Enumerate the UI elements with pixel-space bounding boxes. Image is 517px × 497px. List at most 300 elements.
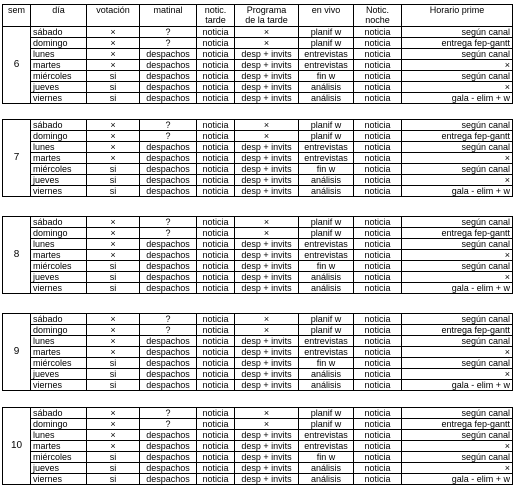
- en-vivo-cell: entrevistas: [299, 60, 354, 71]
- horario-prime-cell: según canal: [402, 164, 513, 175]
- en-vivo-cell: análisis: [299, 463, 354, 474]
- header-votacion: [87, 5, 140, 27]
- matinal-cell: ?: [140, 419, 197, 430]
- table-row: [3, 131, 513, 142]
- notic-noche-cell: noticia: [354, 82, 402, 93]
- day-cell: lunes: [31, 142, 87, 153]
- day-cell: lunes: [31, 239, 87, 250]
- programa-tarde-cell: desp + invits: [235, 82, 299, 93]
- programa-tarde-cell: desp + invits: [235, 272, 299, 283]
- horario-prime-cell: ×: [402, 369, 513, 380]
- table-row: [3, 175, 513, 186]
- week-block: [3, 314, 513, 391]
- week-table: [2, 119, 513, 197]
- day-cell: domingo: [31, 131, 87, 142]
- day-cell: viernes: [31, 186, 87, 197]
- en-vivo-cell: planif w: [299, 408, 354, 419]
- programa-tarde-cell: desp + invits: [235, 369, 299, 380]
- notic-noche-cell: noticia: [354, 49, 402, 60]
- week-block: [3, 27, 513, 104]
- day-cell: sábado: [31, 27, 87, 38]
- header-horario-prime: [402, 5, 513, 27]
- horario-prime-cell: entrega fep-gantt: [402, 228, 513, 239]
- horario-prime-cell: gala - elim + w: [402, 186, 513, 197]
- table-row: [3, 93, 513, 104]
- horario-prime-cell: según canal: [402, 217, 513, 228]
- notic-noche-cell: noticia: [354, 408, 402, 419]
- table-row: [3, 60, 513, 71]
- matinal-cell: despachos: [140, 463, 197, 474]
- table-row: [3, 441, 513, 452]
- matinal-cell: despachos: [140, 71, 197, 82]
- day-cell: sábado: [31, 217, 87, 228]
- en-vivo-cell: entrevistas: [299, 347, 354, 358]
- votacion-cell: si: [87, 175, 140, 186]
- header-matinal: [140, 5, 197, 27]
- notic-noche-cell: noticia: [354, 60, 402, 71]
- votacion-cell: si: [87, 261, 140, 272]
- matinal-cell: despachos: [140, 474, 197, 485]
- header-en-vivo: [299, 5, 354, 27]
- day-cell: viernes: [31, 380, 87, 391]
- table-row: [3, 186, 513, 197]
- matinal-cell: despachos: [140, 164, 197, 175]
- horario-prime-cell: gala - elim + w: [402, 283, 513, 294]
- notic-noche-cell: noticia: [354, 153, 402, 164]
- day-cell: sábado: [31, 314, 87, 325]
- horario-prime-cell: según canal: [402, 120, 513, 131]
- day-cell: sábado: [31, 120, 87, 131]
- matinal-cell: despachos: [140, 250, 197, 261]
- header-notic-noche-line-1: Notic.: [365, 5, 389, 15]
- programa-tarde-cell: desp + invits: [235, 49, 299, 60]
- votacion-cell: si: [87, 358, 140, 369]
- votacion-cell: ×: [87, 228, 140, 239]
- matinal-cell: ?: [140, 314, 197, 325]
- votacion-cell: ×: [87, 60, 140, 71]
- header-dia: [31, 5, 87, 27]
- notic-noche-cell: noticia: [354, 186, 402, 197]
- notic-tarde-cell: noticia: [197, 419, 235, 430]
- matinal-cell: ?: [140, 217, 197, 228]
- votacion-cell: ×: [87, 408, 140, 419]
- table-row: [3, 347, 513, 358]
- en-vivo-cell: entrevistas: [299, 142, 354, 153]
- matinal-cell: ?: [140, 228, 197, 239]
- schedule-header-table: [2, 4, 513, 104]
- table-row: [3, 358, 513, 369]
- horario-prime-cell: según canal: [402, 27, 513, 38]
- programa-tarde-cell: desp + invits: [235, 142, 299, 153]
- notic-noche-cell: noticia: [354, 71, 402, 82]
- notic-tarde-cell: noticia: [197, 261, 235, 272]
- en-vivo-cell: análisis: [299, 380, 354, 391]
- programa-tarde-cell: desp + invits: [235, 175, 299, 186]
- table-row: [3, 369, 513, 380]
- en-vivo-cell: análisis: [299, 283, 354, 294]
- programa-tarde-cell: ×: [235, 325, 299, 336]
- notic-tarde-cell: noticia: [197, 272, 235, 283]
- notic-noche-cell: noticia: [354, 380, 402, 391]
- matinal-cell: ?: [140, 131, 197, 142]
- matinal-cell: despachos: [140, 430, 197, 441]
- header-votacion-line-1: votación: [96, 5, 130, 15]
- programa-tarde-cell: ×: [235, 38, 299, 49]
- day-cell: martes: [31, 441, 87, 452]
- header-notic-tarde-line-1: notic.: [204, 5, 227, 15]
- votacion-cell: ×: [87, 250, 140, 261]
- programa-tarde-cell: ×: [235, 419, 299, 430]
- day-cell: lunes: [31, 336, 87, 347]
- matinal-cell: ?: [140, 325, 197, 336]
- day-cell: miércoles: [31, 452, 87, 463]
- en-vivo-cell: planif w: [299, 27, 354, 38]
- notic-noche-cell: noticia: [354, 463, 402, 474]
- notic-noche-cell: noticia: [354, 441, 402, 452]
- programa-tarde-cell: desp + invits: [235, 452, 299, 463]
- table-row: [3, 408, 513, 419]
- votacion-cell: ×: [87, 120, 140, 131]
- en-vivo-cell: planif w: [299, 419, 354, 430]
- week-block: [3, 217, 513, 294]
- programa-tarde-cell: desp + invits: [235, 60, 299, 71]
- notic-noche-cell: noticia: [354, 347, 402, 358]
- table-row: [3, 38, 513, 49]
- header-horario-prime-line-1: Horario prime: [429, 5, 485, 15]
- notic-noche-cell: noticia: [354, 239, 402, 250]
- week-number: 7: [3, 120, 31, 197]
- week-block: [3, 408, 513, 485]
- notic-tarde-cell: noticia: [197, 441, 235, 452]
- horario-prime-cell: ×: [402, 60, 513, 71]
- matinal-cell: despachos: [140, 380, 197, 391]
- votacion-cell: ×: [87, 131, 140, 142]
- en-vivo-cell: análisis: [299, 186, 354, 197]
- programa-tarde-cell: desp + invits: [235, 430, 299, 441]
- programa-tarde-cell: desp + invits: [235, 347, 299, 358]
- matinal-cell: despachos: [140, 82, 197, 93]
- matinal-cell: ?: [140, 120, 197, 131]
- day-cell: viernes: [31, 283, 87, 294]
- en-vivo-cell: planif w: [299, 131, 354, 142]
- horario-prime-cell: entrega fep-gantt: [402, 38, 513, 49]
- matinal-cell: despachos: [140, 452, 197, 463]
- votacion-cell: si: [87, 164, 140, 175]
- votacion-cell: si: [87, 452, 140, 463]
- notic-tarde-cell: noticia: [197, 347, 235, 358]
- table-row: [3, 27, 513, 38]
- programa-tarde-cell: desp + invits: [235, 71, 299, 82]
- horario-prime-cell: ×: [402, 82, 513, 93]
- notic-noche-cell: noticia: [354, 272, 402, 283]
- notic-tarde-cell: noticia: [197, 38, 235, 49]
- header-sem-line-1: sem: [7, 5, 25, 15]
- horario-prime-cell: según canal: [402, 408, 513, 419]
- votacion-cell: si: [87, 82, 140, 93]
- horario-prime-cell: entrega fep-gantt: [402, 419, 513, 430]
- notic-noche-cell: noticia: [354, 228, 402, 239]
- en-vivo-cell: entrevistas: [299, 250, 354, 261]
- matinal-cell: despachos: [140, 186, 197, 197]
- votacion-cell: si: [87, 272, 140, 283]
- table-row: [3, 153, 513, 164]
- en-vivo-cell: entrevistas: [299, 336, 354, 347]
- matinal-cell: despachos: [140, 347, 197, 358]
- notic-tarde-cell: noticia: [197, 283, 235, 294]
- horario-prime-cell: según canal: [402, 452, 513, 463]
- table-row: [3, 228, 513, 239]
- votacion-cell: ×: [87, 441, 140, 452]
- horario-prime-cell: ×: [402, 153, 513, 164]
- notic-tarde-cell: noticia: [197, 82, 235, 93]
- day-cell: miércoles: [31, 71, 87, 82]
- programa-tarde-cell: desp + invits: [235, 380, 299, 391]
- notic-tarde-cell: noticia: [197, 474, 235, 485]
- en-vivo-cell: análisis: [299, 82, 354, 93]
- matinal-cell: despachos: [140, 283, 197, 294]
- notic-tarde-cell: noticia: [197, 217, 235, 228]
- horario-prime-cell: según canal: [402, 430, 513, 441]
- notic-noche-cell: noticia: [354, 120, 402, 131]
- notic-tarde-cell: noticia: [197, 314, 235, 325]
- programa-tarde-cell: desp + invits: [235, 358, 299, 369]
- header-programa-tarde: [235, 5, 299, 27]
- en-vivo-cell: entrevistas: [299, 153, 354, 164]
- week-table: [2, 313, 513, 391]
- notic-tarde-cell: noticia: [197, 175, 235, 186]
- header-notic-noche-line-2: noche: [365, 15, 390, 25]
- notic-tarde-cell: noticia: [197, 463, 235, 474]
- matinal-cell: despachos: [140, 153, 197, 164]
- notic-noche-cell: noticia: [354, 283, 402, 294]
- programa-tarde-cell: desp + invits: [235, 336, 299, 347]
- header-sem: [3, 5, 31, 27]
- notic-tarde-cell: noticia: [197, 239, 235, 250]
- votacion-cell: ×: [87, 419, 140, 430]
- table-row: [3, 380, 513, 391]
- notic-tarde-cell: noticia: [197, 60, 235, 71]
- matinal-cell: ?: [140, 408, 197, 419]
- table-row: [3, 474, 513, 485]
- en-vivo-cell: fin w: [299, 261, 354, 272]
- table-row: [3, 217, 513, 228]
- notic-noche-cell: noticia: [354, 175, 402, 186]
- day-cell: jueves: [31, 463, 87, 474]
- horario-prime-cell: ×: [402, 463, 513, 474]
- day-cell: lunes: [31, 430, 87, 441]
- day-cell: martes: [31, 153, 87, 164]
- en-vivo-cell: análisis: [299, 474, 354, 485]
- table-row: [3, 283, 513, 294]
- notic-tarde-cell: noticia: [197, 228, 235, 239]
- en-vivo-cell: entrevistas: [299, 430, 354, 441]
- notic-noche-cell: noticia: [354, 93, 402, 104]
- week-table: [2, 216, 513, 294]
- day-cell: jueves: [31, 272, 87, 283]
- programa-tarde-cell: ×: [235, 314, 299, 325]
- programa-tarde-cell: ×: [235, 120, 299, 131]
- notic-tarde-cell: noticia: [197, 325, 235, 336]
- day-cell: domingo: [31, 228, 87, 239]
- notic-noche-cell: noticia: [354, 430, 402, 441]
- matinal-cell: despachos: [140, 93, 197, 104]
- en-vivo-cell: entrevistas: [299, 49, 354, 60]
- notic-noche-cell: noticia: [354, 325, 402, 336]
- matinal-cell: despachos: [140, 239, 197, 250]
- horario-prime-cell: según canal: [402, 261, 513, 272]
- week-block: [3, 120, 513, 197]
- programa-tarde-cell: desp + invits: [235, 239, 299, 250]
- notic-noche-cell: noticia: [354, 27, 402, 38]
- notic-tarde-cell: noticia: [197, 93, 235, 104]
- table-row: [3, 164, 513, 175]
- matinal-cell: despachos: [140, 49, 197, 60]
- week-table: [2, 407, 513, 485]
- day-cell: domingo: [31, 419, 87, 430]
- horario-prime-cell: según canal: [402, 239, 513, 250]
- table-row: [3, 325, 513, 336]
- horario-prime-cell: según canal: [402, 314, 513, 325]
- notic-tarde-cell: noticia: [197, 49, 235, 60]
- notic-tarde-cell: noticia: [197, 27, 235, 38]
- notic-tarde-cell: noticia: [197, 250, 235, 261]
- votacion-cell: ×: [87, 27, 140, 38]
- notic-noche-cell: noticia: [354, 164, 402, 175]
- en-vivo-cell: análisis: [299, 272, 354, 283]
- table-row: [3, 120, 513, 131]
- header-notic-tarde-line-2: tarde: [205, 15, 226, 25]
- header-en-vivo-line-1: en vivo: [311, 5, 341, 15]
- en-vivo-cell: planif w: [299, 314, 354, 325]
- notic-noche-cell: noticia: [354, 142, 402, 153]
- notic-tarde-cell: noticia: [197, 186, 235, 197]
- notic-noche-cell: noticia: [354, 358, 402, 369]
- programa-tarde-cell: desp + invits: [235, 153, 299, 164]
- table-row: [3, 82, 513, 93]
- table-row: [3, 314, 513, 325]
- votacion-cell: si: [87, 463, 140, 474]
- votacion-cell: si: [87, 369, 140, 380]
- day-cell: sábado: [31, 408, 87, 419]
- notic-noche-cell: noticia: [354, 217, 402, 228]
- day-cell: domingo: [31, 325, 87, 336]
- programa-tarde-cell: ×: [235, 228, 299, 239]
- votacion-cell: si: [87, 474, 140, 485]
- en-vivo-cell: entrevistas: [299, 239, 354, 250]
- day-cell: jueves: [31, 175, 87, 186]
- programa-tarde-cell: desp + invits: [235, 93, 299, 104]
- table-row: [3, 336, 513, 347]
- notic-tarde-cell: noticia: [197, 408, 235, 419]
- programa-tarde-cell: desp + invits: [235, 250, 299, 261]
- notic-tarde-cell: noticia: [197, 369, 235, 380]
- table-row: [3, 261, 513, 272]
- table-row: [3, 142, 513, 153]
- horario-prime-cell: gala - elim + w: [402, 474, 513, 485]
- notic-tarde-cell: noticia: [197, 131, 235, 142]
- en-vivo-cell: planif w: [299, 120, 354, 131]
- horario-prime-cell: entrega fep-gantt: [402, 131, 513, 142]
- week-number: 9: [3, 314, 31, 391]
- week-number: 10: [3, 408, 31, 485]
- matinal-cell: ?: [140, 27, 197, 38]
- en-vivo-cell: fin w: [299, 358, 354, 369]
- en-vivo-cell: análisis: [299, 369, 354, 380]
- horario-prime-cell: según canal: [402, 71, 513, 82]
- programa-tarde-cell: desp + invits: [235, 463, 299, 474]
- matinal-cell: despachos: [140, 175, 197, 186]
- programa-tarde-cell: desp + invits: [235, 186, 299, 197]
- horario-prime-cell: gala - elim + w: [402, 93, 513, 104]
- notic-tarde-cell: noticia: [197, 452, 235, 463]
- en-vivo-cell: planif w: [299, 228, 354, 239]
- notic-tarde-cell: noticia: [197, 153, 235, 164]
- table-row: [3, 250, 513, 261]
- matinal-cell: despachos: [140, 60, 197, 71]
- en-vivo-cell: análisis: [299, 93, 354, 104]
- notic-tarde-cell: noticia: [197, 120, 235, 131]
- day-cell: miércoles: [31, 261, 87, 272]
- horario-prime-cell: según canal: [402, 49, 513, 60]
- day-cell: miércoles: [31, 358, 87, 369]
- table-row: [3, 452, 513, 463]
- notic-tarde-cell: noticia: [197, 430, 235, 441]
- notic-tarde-cell: noticia: [197, 358, 235, 369]
- table-row: [3, 272, 513, 283]
- notic-tarde-cell: noticia: [197, 142, 235, 153]
- notic-noche-cell: noticia: [354, 452, 402, 463]
- en-vivo-cell: fin w: [299, 452, 354, 463]
- notic-tarde-cell: noticia: [197, 164, 235, 175]
- votacion-cell: ×: [87, 217, 140, 228]
- en-vivo-cell: análisis: [299, 175, 354, 186]
- day-cell: miércoles: [31, 164, 87, 175]
- notic-noche-cell: noticia: [354, 419, 402, 430]
- notic-tarde-cell: noticia: [197, 71, 235, 82]
- week-number: 6: [3, 27, 31, 104]
- en-vivo-cell: fin w: [299, 71, 354, 82]
- horario-prime-cell: según canal: [402, 142, 513, 153]
- en-vivo-cell: fin w: [299, 164, 354, 175]
- programa-tarde-cell: ×: [235, 27, 299, 38]
- notic-tarde-cell: noticia: [197, 380, 235, 391]
- horario-prime-cell: según canal: [402, 336, 513, 347]
- votacion-cell: ×: [87, 336, 140, 347]
- matinal-cell: despachos: [140, 441, 197, 452]
- horario-prime-cell: ×: [402, 441, 513, 452]
- votacion-cell: ×: [87, 142, 140, 153]
- matinal-cell: ?: [140, 38, 197, 49]
- header-dia-line-1: día: [52, 5, 65, 15]
- header-matinal-line-1: matinal: [153, 5, 183, 15]
- header-row: [3, 5, 513, 27]
- header-notic-tarde: [197, 5, 235, 27]
- table-row: [3, 49, 513, 60]
- en-vivo-cell: planif w: [299, 217, 354, 228]
- programa-tarde-cell: ×: [235, 408, 299, 419]
- notic-tarde-cell: noticia: [197, 336, 235, 347]
- matinal-cell: despachos: [140, 261, 197, 272]
- matinal-cell: despachos: [140, 358, 197, 369]
- matinal-cell: despachos: [140, 142, 197, 153]
- notic-noche-cell: noticia: [354, 38, 402, 49]
- notic-noche-cell: noticia: [354, 336, 402, 347]
- day-cell: lunes: [31, 49, 87, 60]
- horario-prime-cell: ×: [402, 272, 513, 283]
- table-row: [3, 419, 513, 430]
- table-row: [3, 71, 513, 82]
- day-cell: martes: [31, 60, 87, 71]
